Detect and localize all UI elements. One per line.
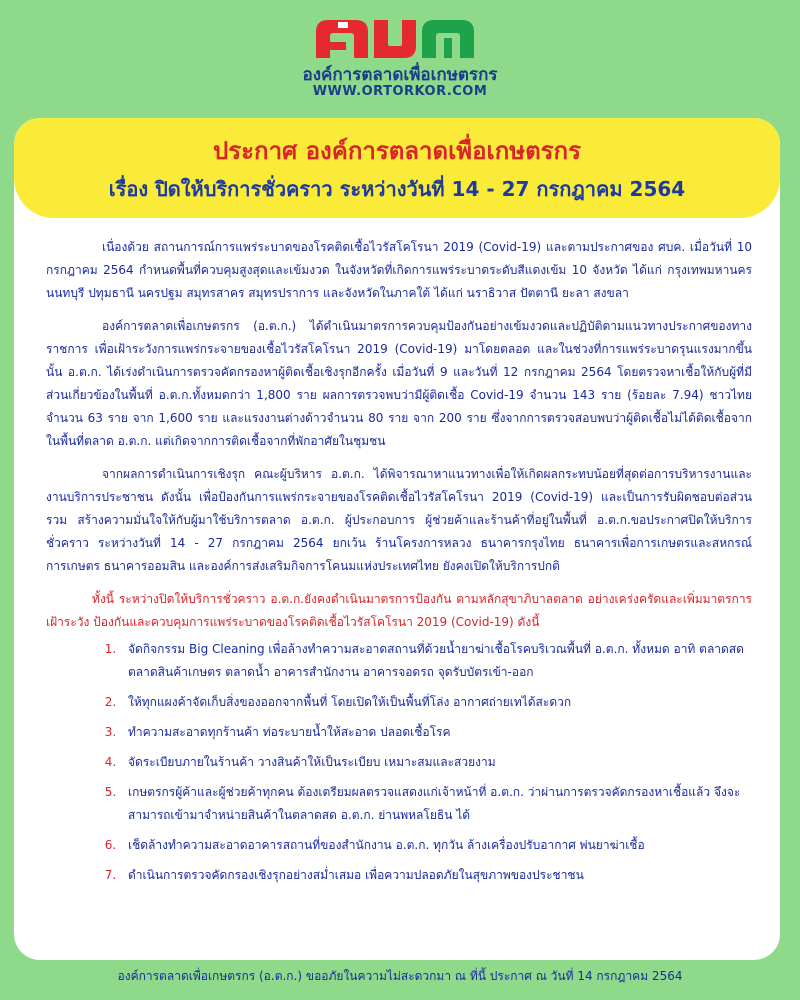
announcement-card	[14, 118, 780, 960]
list-item: 3. ทำความสะอาดทุกร้านค้า ท่อระบายน้ำให้สะอาด ปลอดเชื้อโรค	[120, 721, 752, 744]
list-item: 7. ดำเนินการตรวจคัดกรองเชิงรุกอย่างสม่ำเสมอ เพื่อความปลอดภัยในสุขภาพของประชาชน	[120, 864, 752, 887]
list-item: 6. เช็ดล้างทำความสะอาดอาคารสถานที่ของสำนักงาน อ.ต.ก. ทุกวัน ล้างเครื่องปรับอากาศ พ่นยาฆ่าเชื้อ	[120, 834, 752, 857]
footer-note: องค์การตลาดเพื่อเกษตรกร (อ.ต.ก.) ขออภัยในความไม่สะดวกมา ณ ที่นี้ ประกาศ ณ วันที่ 14 กรกฎาคม 2564	[117, 969, 683, 983]
announcement-subtitle: เรื่อง ปิดให้บริการชั่วคราว ระหว่างวันที่ 14 - 27 กรกฎาคม 2564	[108, 177, 686, 201]
measures-intro: ทั้งนี้ ระหว่างปิดให้บริการชั่วคราว อ.ต.ก.ยังคงดำเนินมาตรการป้องกัน ตามหลักสุขาภิบาลตลาด อย่างเคร่งครัดและเพิ่มมาตรการเฝ้าระวัง ป้องกันและควบคุมการแพร่ระบาดของโรคติดเชื้อไวรัสโคโรนา 2019 (Covid-19) ดังนี้	[46, 592, 752, 629]
paragraph-situation: เนื่องด้วย สถานการณ์การแพร่ระบาดของโรคติดเชื้อไวรัสโคโรนา 2019 (Covid-19) และตามประกาศของ ศบค. เมื่อวันที่ 10 กรกฎาคม 2564 กำหนดพื้นที่ควบคุมสูงสุดและเข้มงวด ในจังหวัดที่เกิดการแพร่ระบาดระดับสีแดงเข้ม 10 จังหวัด ได้แก่ กรุงเทพมหานคร นนทบุรี ปทุมธานี นครปฐม สมุทรสาคร สมุทรปราการ และจังหวัดในภาคใต้ ได้แก่ นราธิวาส ปัตตานี ยะลา สงขลา	[46, 240, 752, 300]
announcement-header	[14, 118, 780, 218]
list-item: 4. จัดระเบียบภายในร้านค้า วางสินค้าให้เป็นระเบียบ เหมาะสมและสวยงาม	[120, 751, 752, 774]
paragraph-measures-taken: องค์การตลาดเพื่อเกษตรกร (อ.ต.ก.) ได้ดำเนินมาตรการควบคุมป้องกันอย่างเข้มงวดและปฏิบัติตามแนวทางประกาศของทางราชการ เพื่อเฝ้าระวังการแพร่กระจายของเชื้อไวรัสโคโรนา 2019 (Covid-19) มาโดยตลอด และในช่วงที่การแพร่ระบาดรุนแรงมากขึ้นนั้น อ.ต.ก. ได้เร่งดำเนินการตรวจคัดกรองหาผู้ติดเชื้อเชิงรุกอีกครั้ง เมื่อวันที่ 9 และวันที่ 12 กรกฎาคม 2564 โดยตรวจหาเชื้อให้กับผู้ที่มีส่วนเกี่ยวข้องในพื้นที่ อ.ต.ก.ทั้งหมดกว่า 1,800 ราย ผลการตรวจพบว่ามีผู้ติดเชื้อ Covid-19 จำนวน 143 ราย (ร้อยละ 7.94) ชาวไทยจำนวน 63 ราย จาก 1,600 ราย และแรงงานต่างด้าวจำนวน 80 ราย จาก 200 ราย ซึ่งจากการตรวจสอบพบว่าผู้ติดเชื้อไม่ได้ติดเชื้อจากในพื้นที่ตลาด อ.ต.ก. แต่เกิดจากการติดเชื้อจากที่พักอาศัยในชุมชน	[46, 319, 752, 448]
org-logo	[0, 16, 800, 99]
list-item: 1. จัดกิจกรรม Big Cleaning เพื่อล้างทำความสะอาดสถานที่ด้วยน้ำยาฆ่าเชื้อโรคบริเวณพื้นที่ อ.ต.ก. ทั้งหมด อาทิ ตลาดสด ตลาดสินค้าเกษตร ตลาดน้ำ อาคารสำนักงาน อาคารจอดรถ จุดรับบัตรเข้า-ออก	[120, 638, 752, 684]
logo-url: WWW.ORTORKOR.COM	[312, 84, 488, 99]
logo-text: องค์การตลาดเพื่อเกษตรกร	[302, 65, 498, 85]
announcement-body	[46, 236, 752, 894]
paragraph-closure: จากผลการดำเนินการเชิงรุก คณะผู้บริหาร อ.ต.ก. ได้พิจารณาหาแนวทางเพื่อให้เกิดผลกระทบน้อยที่สุดต่อการบริหารงานและงานบริการประชาชน ดังนั้น เพื่อป้องกันการแพร่กระจายของโรคติดเชื้อไวรัสโคโรนา 2019 (Covid-19) และเป็นการรับผิดชอบต่อส่วนรวม สร้างความมั่นใจให้กับผู้มาใช้บริการตลาด อ.ต.ก. ผู้ประกอบการ ผู้ช่วยค้าและร้านค้าที่อยู่ในพื้นที่ อ.ต.ก.ขอประกาศปิดให้บริการชั่วคราว ระหว่างวันที่ 14 - 27 กรกฎาคม 2564 ยกเว้น ร้านโครงการหลวง ธนาคารกรุงไทย ธนาคารเพื่อการเกษตรและสหกรณ์การเกษตร ธนาคารออมสิน และองค์การส่งเสริมกิจการโคนมแห่งประเทศไทย ยังคงเปิดให้บริการปกติ	[46, 467, 752, 573]
list-item: 5. เกษตรกรผู้ค้าและผู้ช่วยค้าทุกคน ต้องเตรียมผลตรวจแสดงแก่เจ้าหน้าที่ อ.ต.ก. ว่าผ่านการตรวจคัดกรองหาเชื้อแล้ว จึงจะสามารถเข้ามาจำหน่ายสินค้าในตลาดสด อ.ต.ก. ย่านพหลโยธิน ได้	[120, 781, 752, 827]
logo-mark-icon	[312, 16, 488, 58]
list-item: 2. ให้ทุกแผงค้าจัดเก็บสิ่งของออกจากพื้นที่ โดยเปิดให้เป็นพื้นที่โล่ง อากาศถ่ายเทได้สะดวก	[120, 691, 752, 714]
measures-list	[46, 638, 752, 887]
announcement-title: ประกาศ องค์การตลาดเพื่อเกษตรกร	[213, 137, 581, 165]
